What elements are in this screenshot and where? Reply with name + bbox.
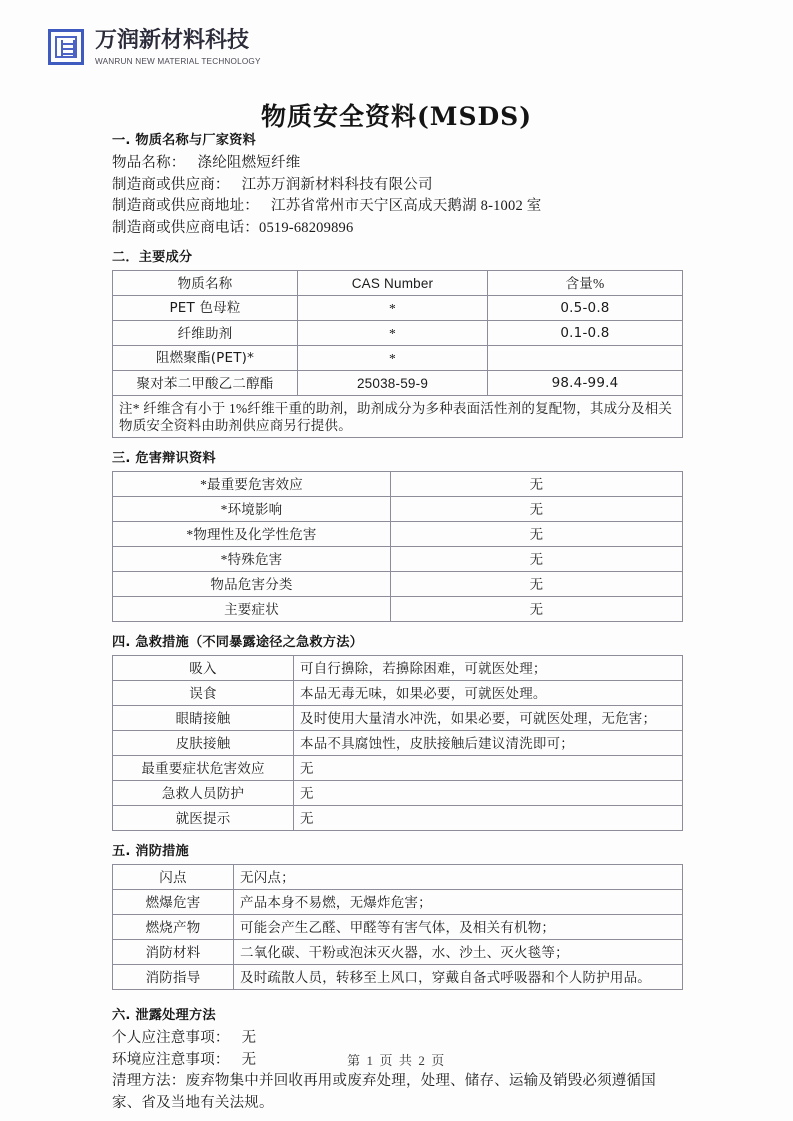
row-label: 眼睛接触 (113, 706, 294, 731)
row-label: 误食 (113, 681, 294, 706)
section-1-heading: 一. 物质名称与厂家资料 (112, 133, 256, 148)
table-row (113, 321, 683, 346)
content-percent (488, 346, 683, 371)
table-row (113, 915, 683, 940)
table-row (113, 346, 683, 371)
row-value: 可能会产生乙醛、甲醛等有害气体，及相关有机物； (234, 915, 683, 940)
table-row (113, 781, 683, 806)
row-value: 无 (294, 756, 683, 781)
field-label: 个人应注意事项： (112, 1030, 230, 1046)
section-3 (112, 449, 682, 622)
row-label: 燃烧产物 (113, 915, 234, 940)
row-value: 及时疏散人员，转移至上风口，穿戴自备式呼吸器和个人防护用品。 (234, 965, 683, 990)
row-label: *特殊危害 (113, 547, 391, 572)
page-footer: 第 1 页 共 2 页 (347, 1053, 446, 1068)
row-label: 闪点 (113, 865, 234, 890)
cas-number: * (298, 321, 488, 346)
section-1 (112, 131, 682, 239)
row-label: 物品危害分类 (113, 572, 391, 597)
row-label: 就医提示 (113, 806, 294, 831)
table-row (113, 371, 683, 396)
row-value: 无 (391, 472, 683, 497)
hazard-identification-table (112, 471, 683, 622)
table-row (113, 472, 683, 497)
field-label: 环境应注意事项： (112, 1051, 230, 1068)
content-percent: 0.5-0.8 (488, 296, 683, 321)
column-header: 物质名称 (113, 271, 298, 296)
cleanup-method: 清理方法：废弃物集中并回收再用或废弃处理，处理、储存、运输及销毁必须遵循国家、省及当地有关法规。 (112, 1073, 656, 1111)
field-value: 无 (241, 1051, 257, 1068)
field-label: 物品名称： (112, 155, 186, 171)
table-row (113, 681, 683, 706)
row-value: 二氧化碳、干粉或泡沫灭火器，水、沙土、灭火毯等； (234, 940, 683, 965)
section-6-row (112, 1028, 682, 1050)
table-row (113, 547, 683, 572)
section-1-row (112, 153, 682, 175)
table-row (113, 706, 683, 731)
section-5 (112, 842, 682, 990)
section-6-heading: 六. 泄露处理方法 (112, 1008, 216, 1023)
row-label: 燃爆危害 (113, 890, 234, 915)
field-label: 制造商或供应商电话： (112, 219, 259, 236)
table-row (113, 890, 683, 915)
company-name-cn: 万润新材料科技 (95, 28, 250, 53)
section-5-heading: 五. 消防措施 (112, 844, 189, 859)
substance-name: 阻燃聚酯(PET)* (113, 346, 298, 371)
company-name-block (95, 28, 261, 67)
column-header: 含量% (488, 271, 683, 296)
table-row (113, 656, 683, 681)
section-2 (112, 248, 682, 438)
row-value: 无 (294, 806, 683, 831)
first-aid-table (112, 655, 683, 831)
row-value: 本品无毒无味，如果必要，可就医处理。 (294, 681, 683, 706)
row-value: 无 (391, 522, 683, 547)
table-row (113, 940, 683, 965)
row-value: 无 (391, 572, 683, 597)
cas-number: * (298, 346, 488, 371)
section-4 (112, 633, 682, 831)
row-value: 及时使用大量清水冲洗，如果必要，可就医处理，无危害； (294, 706, 683, 731)
row-label: 主要症状 (113, 597, 391, 622)
section-1-row (112, 196, 682, 218)
table-row (113, 806, 683, 831)
row-value: 本品不具腐蚀性，皮肤接触后建议清洗即可； (294, 731, 683, 756)
column-header: CAS Number (298, 271, 488, 296)
page-title: 物质安全资料(MSDS) (260, 102, 533, 131)
row-label: 吸入 (113, 656, 294, 681)
field-label: 制造商或供应商： (112, 176, 230, 193)
section-2-heading: 二．主要成分 (112, 250, 193, 265)
content-percent: 98.4-99.4 (488, 371, 683, 396)
table-row (113, 522, 683, 547)
section-1-row (112, 175, 682, 197)
company-header (48, 28, 261, 67)
row-label: 急救人员防护 (113, 781, 294, 806)
cas-number: 25038-59-9 (298, 371, 488, 396)
row-value: 无 (391, 547, 683, 572)
field-value: 0519-68209896 (259, 219, 354, 236)
table-row (113, 965, 683, 990)
row-value: 无 (391, 497, 683, 522)
composition-note: 注* 纤维含有小于 1%纤维干重的助剂，助剂成分为多种表面活性剂的复配物，其成分及相关物质安全资料由助剂供应商另行提供。 (113, 396, 683, 438)
table-row (113, 731, 683, 756)
document-body (112, 131, 682, 1114)
table-row (113, 865, 683, 890)
row-label: 消防材料 (113, 940, 234, 965)
substance-name: PET 色母粒 (113, 296, 298, 321)
row-label: 皮肤接触 (113, 731, 294, 756)
fire-fighting-table (112, 864, 683, 990)
section-1-row (112, 218, 682, 240)
row-value: 产品本身不易燃，无爆炸危害； (234, 890, 683, 915)
field-value: 无 (241, 1030, 257, 1046)
wanrun-logo-icon (48, 29, 84, 65)
composition-table (112, 270, 683, 438)
row-label: *环境影响 (113, 497, 391, 522)
table-row (113, 296, 683, 321)
row-value: 无闪点； (234, 865, 683, 890)
table-note-row (113, 396, 683, 438)
table-row (113, 756, 683, 781)
field-value: 涤纶阻燃短纤维 (197, 155, 301, 171)
company-name-en: WANRUN NEW MATERIAL TECHNOLOGY (95, 57, 261, 66)
field-label: 制造商或供应商地址： (112, 198, 259, 214)
table-row (113, 497, 683, 522)
section-4-heading: 四. 急救措施（不同暴露途径之急救方法） (112, 635, 363, 650)
table-header-row (113, 271, 683, 296)
content-percent: 0.1-0.8 (488, 321, 683, 346)
row-label: 消防指导 (113, 965, 234, 990)
section-3-heading: 三. 危害辩识资料 (112, 451, 216, 466)
row-label: 最重要症状危害效应 (113, 756, 294, 781)
row-label: *最重要危害效应 (113, 472, 391, 497)
cas-number: * (298, 296, 488, 321)
table-row (113, 572, 683, 597)
row-value: 无 (391, 597, 683, 622)
substance-name: 纤维助剂 (113, 321, 298, 346)
field-value: 江苏万润新材料科技有限公司 (241, 176, 433, 193)
row-label: *物理性及化学性危害 (113, 522, 391, 547)
table-row (113, 597, 683, 622)
substance-name: 聚对苯二甲酸乙二醇酯 (113, 371, 298, 396)
field-value: 江苏省常州市天宁区高成天鹅湖 8-1002 室 (271, 198, 542, 214)
row-value: 可自行擤除，若擤除困难，可就医处理； (294, 656, 683, 681)
row-value: 无 (294, 781, 683, 806)
